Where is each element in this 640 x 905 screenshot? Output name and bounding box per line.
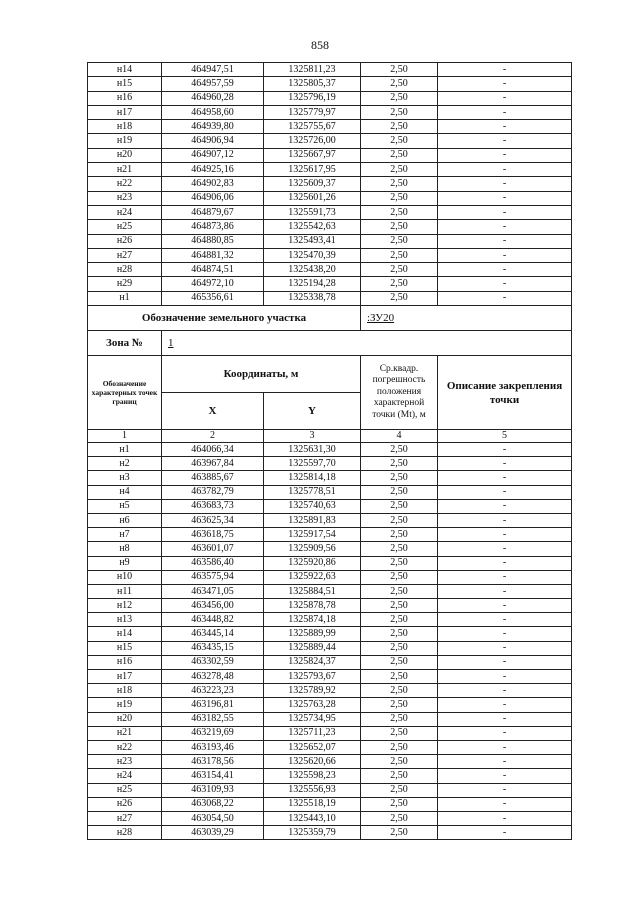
accuracy: 2,50 <box>361 556 438 570</box>
point-id: н14 <box>88 627 162 641</box>
table-row <box>88 826 572 840</box>
description: - <box>438 248 572 262</box>
coord-x: 463039,29 <box>162 826 264 840</box>
coord-x: 464906,94 <box>162 134 264 148</box>
point-id: н14 <box>88 63 162 77</box>
coord-x: 465356,61 <box>162 291 264 305</box>
coord-x: 463193,46 <box>162 740 264 754</box>
accuracy: 2,50 <box>361 205 438 219</box>
accuracy: 2,50 <box>361 783 438 797</box>
coord-x: 464958,60 <box>162 105 264 119</box>
point-id: н18 <box>88 684 162 698</box>
description: - <box>438 191 572 205</box>
accuracy: 2,50 <box>361 248 438 262</box>
point-id: н3 <box>88 471 162 485</box>
coord-y: 1325359,79 <box>264 826 361 840</box>
table-row <box>88 655 572 669</box>
table-row <box>88 783 572 797</box>
coord-x: 463182,55 <box>162 712 264 726</box>
description: - <box>438 105 572 119</box>
coord-y: 1325796,19 <box>264 91 361 105</box>
table-row <box>88 148 572 162</box>
coord-y: 1325789,92 <box>264 684 361 698</box>
accuracy: 2,50 <box>361 712 438 726</box>
coord-x: 463967,84 <box>162 457 264 471</box>
point-id: н2 <box>88 457 162 471</box>
description: - <box>438 641 572 655</box>
accuracy: 2,50 <box>361 177 438 191</box>
coord-x: 463054,50 <box>162 811 264 825</box>
description: - <box>438 63 572 77</box>
point-id: н5 <box>88 499 162 513</box>
coord-y: 1325891,83 <box>264 513 361 527</box>
description: - <box>438 471 572 485</box>
coord-x: 463178,56 <box>162 755 264 769</box>
point-id: н21 <box>88 726 162 740</box>
accuracy: 2,50 <box>361 471 438 485</box>
point-id: н16 <box>88 91 162 105</box>
description: - <box>438 291 572 305</box>
point-id: н26 <box>88 797 162 811</box>
coord-x: 463219,69 <box>162 726 264 740</box>
coord-x: 463435,15 <box>162 641 264 655</box>
coord-x: 464939,80 <box>162 120 264 134</box>
coord-x: 463456,00 <box>162 599 264 613</box>
point-id: н1 <box>88 443 162 457</box>
table-row <box>88 457 572 471</box>
coord-x: 463625,34 <box>162 513 264 527</box>
coord-y: 1325726,00 <box>264 134 361 148</box>
coord-y: 1325878,78 <box>264 599 361 613</box>
point-id: н8 <box>88 542 162 556</box>
point-id: н1 <box>88 291 162 305</box>
column-number: 2 <box>162 430 264 443</box>
coord-x: 463575,94 <box>162 570 264 584</box>
description: - <box>438 443 572 457</box>
point-id: н21 <box>88 163 162 177</box>
description: - <box>438 613 572 627</box>
coord-y: 1325601,26 <box>264 191 361 205</box>
description: - <box>438 542 572 556</box>
point-id: н19 <box>88 698 162 712</box>
coord-y: 1325667,97 <box>264 148 361 162</box>
coord-y: 1325917,54 <box>264 528 361 542</box>
coord-x: 464957,59 <box>162 77 264 91</box>
point-id: н22 <box>88 177 162 191</box>
table-row <box>88 670 572 684</box>
point-id: н20 <box>88 712 162 726</box>
coord-x: 463109,93 <box>162 783 264 797</box>
accuracy: 2,50 <box>361 105 438 119</box>
accuracy: 2,50 <box>361 234 438 248</box>
accuracy: 2,50 <box>361 684 438 698</box>
coord-y: 1325556,93 <box>264 783 361 797</box>
accuracy: 2,50 <box>361 570 438 584</box>
coord-y: 1325591,73 <box>264 205 361 219</box>
point-id: н26 <box>88 234 162 248</box>
coord-x: 464907,12 <box>162 148 264 162</box>
point-id: н19 <box>88 134 162 148</box>
coord-y: 1325617,95 <box>264 163 361 177</box>
point-id: н6 <box>88 513 162 527</box>
point-id: н15 <box>88 641 162 655</box>
accuracy: 2,50 <box>361 291 438 305</box>
accuracy: 2,50 <box>361 457 438 471</box>
table-row <box>88 63 572 77</box>
table-row <box>88 613 572 627</box>
coord-y: 1325443,10 <box>264 811 361 825</box>
point-id: н27 <box>88 811 162 825</box>
table-row <box>88 234 572 248</box>
coord-y: 1325811,23 <box>264 63 361 77</box>
coord-y: 1325889,99 <box>264 627 361 641</box>
table-row <box>88 191 572 205</box>
coord-y: 1325652,07 <box>264 740 361 754</box>
table-row <box>88 443 572 457</box>
description: - <box>438 570 572 584</box>
coord-y: 1325631,30 <box>264 443 361 457</box>
coord-y: 1325598,23 <box>264 769 361 783</box>
description: - <box>438 698 572 712</box>
coordinates-table <box>87 62 572 840</box>
table-row <box>88 91 572 105</box>
description: - <box>438 513 572 527</box>
point-id: н11 <box>88 584 162 598</box>
point-id: н16 <box>88 655 162 669</box>
coord-y: 1325470,39 <box>264 248 361 262</box>
description: - <box>438 740 572 754</box>
table-row <box>88 684 572 698</box>
description: - <box>438 599 572 613</box>
description: - <box>438 755 572 769</box>
table-row <box>88 627 572 641</box>
accuracy: 2,50 <box>361 443 438 457</box>
table-row <box>88 726 572 740</box>
accuracy: 2,50 <box>361 542 438 556</box>
coord-x: 464925,16 <box>162 163 264 177</box>
table-row <box>88 177 572 191</box>
point-id: н17 <box>88 105 162 119</box>
coord-x: 463683,73 <box>162 499 264 513</box>
coord-x: 463618,75 <box>162 528 264 542</box>
coord-y: 1325518,19 <box>264 797 361 811</box>
accuracy: 2,50 <box>361 826 438 840</box>
header-description: Описание закрепления точки <box>438 356 572 430</box>
column-number: 3 <box>264 430 361 443</box>
point-id: н24 <box>88 769 162 783</box>
coord-y: 1325620,66 <box>264 755 361 769</box>
accuracy: 2,50 <box>361 134 438 148</box>
parcel-value: :ЗУ20 <box>367 312 395 325</box>
accuracy: 2,50 <box>361 599 438 613</box>
coord-x: 464902,83 <box>162 177 264 191</box>
table-row <box>88 570 572 584</box>
accuracy: 2,50 <box>361 499 438 513</box>
coord-y: 1325922,63 <box>264 570 361 584</box>
coord-x: 463196,81 <box>162 698 264 712</box>
description: - <box>438 148 572 162</box>
table-row <box>88 811 572 825</box>
accuracy: 2,50 <box>361 769 438 783</box>
description: - <box>438 811 572 825</box>
accuracy: 2,50 <box>361 277 438 291</box>
coord-y: 1325597,70 <box>264 457 361 471</box>
table-row <box>88 248 572 262</box>
coord-x: 463448,82 <box>162 613 264 627</box>
coord-y: 1325884,51 <box>264 584 361 598</box>
description: - <box>438 684 572 698</box>
coord-x: 464906,06 <box>162 191 264 205</box>
parcel-section <box>88 306 572 443</box>
coord-x: 463586,40 <box>162 556 264 570</box>
description: - <box>438 499 572 513</box>
accuracy: 2,50 <box>361 797 438 811</box>
point-id: н20 <box>88 148 162 162</box>
point-id: н23 <box>88 191 162 205</box>
coord-y: 1325824,37 <box>264 655 361 669</box>
point-id: н25 <box>88 220 162 234</box>
point-id: н12 <box>88 599 162 613</box>
coord-y: 1325438,20 <box>264 263 361 277</box>
coord-y: 1325778,51 <box>264 485 361 499</box>
accuracy: 2,50 <box>361 584 438 598</box>
table-row <box>88 513 572 527</box>
description: - <box>438 556 572 570</box>
description: - <box>438 655 572 669</box>
table-row <box>88 485 572 499</box>
description: - <box>438 220 572 234</box>
coord-x: 463223,23 <box>162 684 264 698</box>
coord-x: 464880,85 <box>162 234 264 248</box>
bottom-rows <box>88 443 572 840</box>
parcel-label: Обозначение земельного участка <box>88 306 361 331</box>
point-id: н10 <box>88 570 162 584</box>
accuracy: 2,50 <box>361 220 438 234</box>
table-row <box>88 277 572 291</box>
accuracy: 2,50 <box>361 63 438 77</box>
table-row <box>88 641 572 655</box>
table-row <box>88 542 572 556</box>
accuracy: 2,50 <box>361 670 438 684</box>
point-id: н29 <box>88 277 162 291</box>
table-row <box>88 134 572 148</box>
point-id: н9 <box>88 556 162 570</box>
table-row <box>88 220 572 234</box>
table-row <box>88 499 572 513</box>
coord-x: 464947,51 <box>162 63 264 77</box>
top-rows <box>88 63 572 306</box>
table-row <box>88 105 572 119</box>
coord-x: 463278,48 <box>162 670 264 684</box>
table-row <box>88 712 572 726</box>
coord-y: 1325920,86 <box>264 556 361 570</box>
coord-x: 463885,67 <box>162 471 264 485</box>
accuracy: 2,50 <box>361 740 438 754</box>
table-row <box>88 120 572 134</box>
point-id: н23 <box>88 755 162 769</box>
description: - <box>438 457 572 471</box>
point-id: н28 <box>88 263 162 277</box>
accuracy: 2,50 <box>361 91 438 105</box>
description: - <box>438 670 572 684</box>
accuracy: 2,50 <box>361 613 438 627</box>
coord-x: 463471,05 <box>162 584 264 598</box>
table-row <box>88 584 572 598</box>
table-row <box>88 556 572 570</box>
table-row <box>88 698 572 712</box>
header-points: Обозначение характерных точек границ <box>88 356 162 430</box>
point-id: н25 <box>88 783 162 797</box>
point-id: н28 <box>88 826 162 840</box>
coord-x: 464879,67 <box>162 205 264 219</box>
table-row <box>88 528 572 542</box>
coord-y: 1325779,97 <box>264 105 361 119</box>
coord-x: 464960,28 <box>162 91 264 105</box>
description: - <box>438 797 572 811</box>
accuracy: 2,50 <box>361 148 438 162</box>
point-id: н27 <box>88 248 162 262</box>
description: - <box>438 263 572 277</box>
table-row <box>88 740 572 754</box>
coord-x: 463445,14 <box>162 627 264 641</box>
coord-x: 464874,51 <box>162 263 264 277</box>
coord-x: 464873,86 <box>162 220 264 234</box>
accuracy: 2,50 <box>361 655 438 669</box>
accuracy: 2,50 <box>361 726 438 740</box>
table-row <box>88 769 572 783</box>
coord-x: 464881,32 <box>162 248 264 262</box>
column-number: 1 <box>88 430 162 443</box>
coord-y: 1325805,37 <box>264 77 361 91</box>
description: - <box>438 584 572 598</box>
table-row <box>88 599 572 613</box>
coord-y: 1325740,63 <box>264 499 361 513</box>
coord-x: 464972,10 <box>162 277 264 291</box>
table-row <box>88 205 572 219</box>
accuracy: 2,50 <box>361 811 438 825</box>
accuracy: 2,50 <box>361 755 438 769</box>
table-row <box>88 755 572 769</box>
point-id: н24 <box>88 205 162 219</box>
description: - <box>438 277 572 291</box>
description: - <box>438 726 572 740</box>
point-id: н7 <box>88 528 162 542</box>
header-coords: Координаты, м <box>162 356 361 393</box>
accuracy: 2,50 <box>361 77 438 91</box>
coord-y: 1325889,44 <box>264 641 361 655</box>
coord-x: 463068,22 <box>162 797 264 811</box>
coord-y: 1325734,95 <box>264 712 361 726</box>
description: - <box>438 627 572 641</box>
accuracy: 2,50 <box>361 485 438 499</box>
table-row <box>88 291 572 305</box>
header-y: Y <box>264 393 361 430</box>
description: - <box>438 712 572 726</box>
description: - <box>438 177 572 191</box>
table-row <box>88 163 572 177</box>
page-number: 858 <box>311 38 329 52</box>
description: - <box>438 91 572 105</box>
coord-y: 1325763,28 <box>264 698 361 712</box>
column-number: 4 <box>361 430 438 443</box>
coord-y: 1325814,18 <box>264 471 361 485</box>
header-x: X <box>162 393 264 430</box>
point-id: н4 <box>88 485 162 499</box>
description: - <box>438 485 572 499</box>
coord-y: 1325874,18 <box>264 613 361 627</box>
coord-x: 463782,79 <box>162 485 264 499</box>
accuracy: 2,50 <box>361 163 438 177</box>
coord-x: 463154,41 <box>162 769 264 783</box>
description: - <box>438 163 572 177</box>
coord-y: 1325609,37 <box>264 177 361 191</box>
description: - <box>438 120 572 134</box>
header-accuracy: Ср.квадр. погрешность положения характерной точки (Mt), м <box>361 356 438 430</box>
coord-y: 1325338,78 <box>264 291 361 305</box>
coord-x: 464066,34 <box>162 443 264 457</box>
coord-y: 1325493,41 <box>264 234 361 248</box>
accuracy: 2,50 <box>361 191 438 205</box>
point-id: н22 <box>88 740 162 754</box>
accuracy: 2,50 <box>361 641 438 655</box>
coord-y: 1325711,23 <box>264 726 361 740</box>
accuracy: 2,50 <box>361 627 438 641</box>
table-row <box>88 471 572 485</box>
zone-label: Зона № <box>88 331 162 356</box>
coord-y: 1325542,63 <box>264 220 361 234</box>
accuracy: 2,50 <box>361 513 438 527</box>
coord-y: 1325909,56 <box>264 542 361 556</box>
accuracy: 2,50 <box>361 263 438 277</box>
coord-x: 463302,59 <box>162 655 264 669</box>
table-row <box>88 797 572 811</box>
column-number: 5 <box>438 430 572 443</box>
coord-y: 1325793,67 <box>264 670 361 684</box>
accuracy: 2,50 <box>361 528 438 542</box>
description: - <box>438 528 572 542</box>
accuracy: 2,50 <box>361 698 438 712</box>
description: - <box>438 134 572 148</box>
coord-y: 1325755,67 <box>264 120 361 134</box>
accuracy: 2,50 <box>361 120 438 134</box>
zone-value: 1 <box>168 337 174 350</box>
description: - <box>438 77 572 91</box>
description: - <box>438 769 572 783</box>
description: - <box>438 826 572 840</box>
point-id: н18 <box>88 120 162 134</box>
coord-x: 463601,07 <box>162 542 264 556</box>
point-id: н15 <box>88 77 162 91</box>
coord-y: 1325194,28 <box>264 277 361 291</box>
table-row <box>88 77 572 91</box>
table-row <box>88 263 572 277</box>
description: - <box>438 205 572 219</box>
description: - <box>438 234 572 248</box>
description: - <box>438 783 572 797</box>
point-id: н17 <box>88 670 162 684</box>
point-id: н13 <box>88 613 162 627</box>
